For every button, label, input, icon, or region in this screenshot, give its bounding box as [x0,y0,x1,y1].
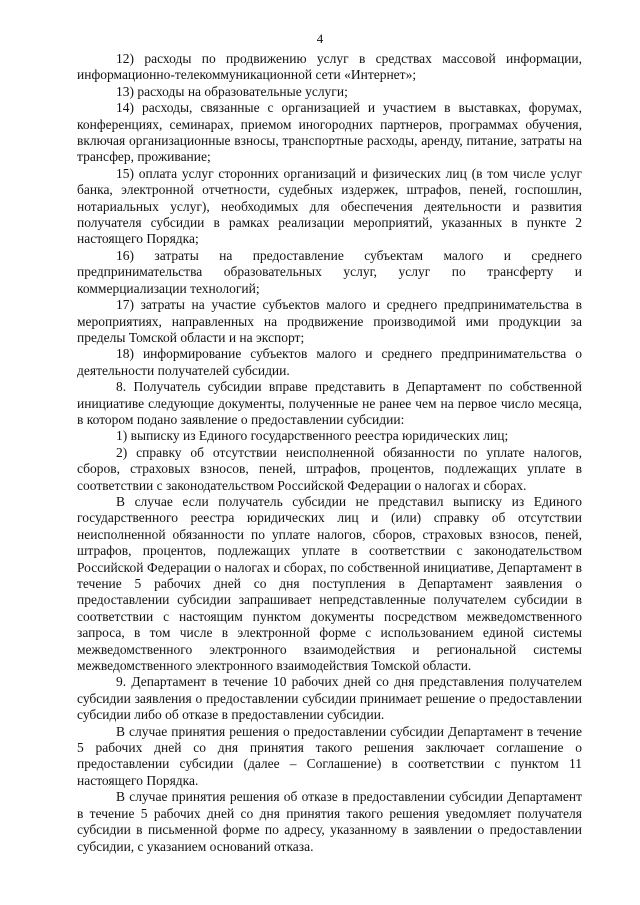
clause-8: 8. Получатель субсидии вправе представить в Департамент по собственной инициативе следующие документы, полученные не ранее чем на первое число месяца, в котором подано заявление о предоставлении субсидии: [77,379,582,427]
clause-8-item-1: 1) выписку из Единого государственного реестра юридических лиц; [116,428,509,444]
list-item-17: 17) затраты на участие субъектов малого и среднего предпринимательства в мероприятиях, направленных на продвижение производимой ими продукции за пределы Томской области и на экспорт; [77,297,582,345]
document-body [77,51,582,855]
page-number: 4 [316,31,324,46]
clause-9-paragraph-refusal: В случае принятия решения об отказе в предоставлении субсидии Департамент в течение 5 рабочих дней со дня принятия такого решения уведомляет получателя субсидии в письменной форме по адресу, указанному в заявлении о предоставлении субсидии, с указанием оснований отказа. [77,789,582,854]
clause-9-paragraph-approval: В случае принятия решения о предоставлении субсидии Департамент в течение 5 рабочих дней со дня принятия такого решения заключает соглашение о предоставлении субсидии (далее – Соглашение) в соответствии с пунктом 11 настоящего Порядка. [77,723,582,788]
list-item-14: 14) расходы, связанные с организацией и участием в выставках, форумах, конференциях, семинарах, приемом иногородних партнеров, программах обучения, включая организационные взносы, транспортные расходы, аренду, питание, затраты на трансфер, проживание; [77,100,582,165]
clause-8-item-2: 2) справку об отсутствии неисполненной обязанности по уплате налогов, сборов, страховых взносов, пеней, штрафов, процентов, подлежащих уплате в соответствии с законодательством Российской Федерации о налогах и сборах. [77,444,582,493]
list-item-18: 18) информирование субъектов малого и среднего предпринимательства о деятельности получателей субсидии. [77,346,582,378]
list-item-13: 13) расходы на образовательные услуги; [116,83,348,99]
list-item-12: 12) расходы по продвижению услуг в средствах массовой информации, информационно-телекоммуникационной сети «Интернет»; [77,51,582,83]
list-item-16: 16) затраты на предоставление субъектам малого и среднего предпринимательства образовательных услуг, услуг по трансферту и коммерциализации технологий; [77,247,582,296]
clause-9: 9. Департамент в течение 10 рабочих дней со дня представления получателем субсидии заявления о предоставлении субсидии принимает решение о предоставлении субсидии либо об отказе в предоставлении субсидии. [77,674,582,723]
clause-8-paragraph: В случае если получатель субсидии не представил выписку из Единого государственного реестра юридических лиц и (или) справку об отсутствии неисполненной обязанности по уплате налогов, сборов, страховых взносов, пеней, штрафов, процентов, подлежащих уплате в соответствии с законодательством Российской Федерации о налогах и сборах, по собственной инициативе, Департамент в течение 5 рабочих дней со дня поступления в Департамент заявления о предоставлении субсидии запрашивает непредставленные получателем субсидии в соответствии с настоящим пунктом документы посредством межведомственного запроса, в том числе в электронной форме с использованием единой системы межведомственного электронного взаимодействия и региональной системы межведомственного электронного взаимодействия Томской области. [77,493,582,674]
list-item-15: 15) оплата услуг сторонних организаций и физических лиц (в том числе услуг банка, электронной отчетности, судебных издержек, штрафов, пеней, госпошлин, нотариальных услуг), необходимых для обеспечения деятельности и развития получателя субсидии в рамках реализации мероприятий, указанных в пункте 2 настоящего Порядка; [77,165,582,247]
